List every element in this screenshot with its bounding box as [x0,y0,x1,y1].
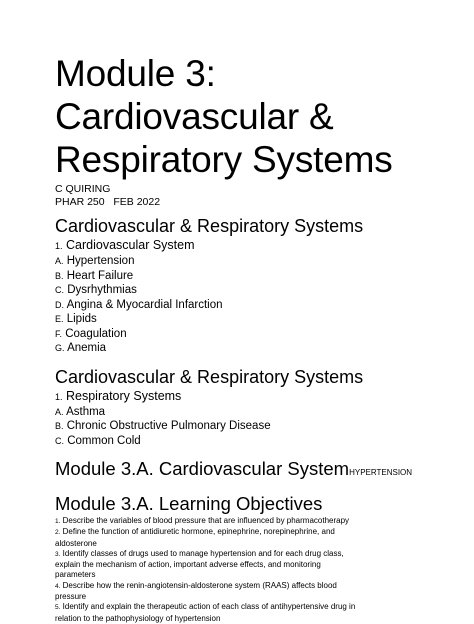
objective-item [55,581,460,603]
objective-text: parameters [55,570,96,580]
section-heading-respiratory: Cardiovascular & Respiratory Systems [55,366,364,387]
objective-text: Describe how the renin-angiotensin-aldosterone system (RAAS) affects blood [62,580,337,590]
list-item [55,298,460,313]
objective-line [55,527,460,538]
list-marker: 1. [55,391,63,402]
course-line: PHAR 250 FEB 2022 [55,196,161,208]
list-item [55,312,460,327]
objectives-heading: Module 3.A. Learning Objectives [55,493,323,514]
cardiovascular-topic-list [55,254,460,356]
list-marker: B. [55,270,64,281]
objective-text: pressure [55,592,87,602]
module-heading [55,458,460,484]
list-item-label: Dysrhythmias [67,284,137,296]
document-meta [55,183,460,209]
list-marker: C. [55,435,64,446]
list-item [55,419,460,434]
list-marker: 4. [55,582,61,590]
list-item-label: Lipids [66,313,97,325]
subsection-cardiovascular-system [55,237,460,254]
objective-line [55,516,460,527]
list-item [55,269,460,284]
list-marker: 3. [55,550,61,558]
list-marker: C. [55,285,64,295]
list-marker: 2. [55,529,61,537]
list-item-label: Coagulation [65,327,127,340]
title-line-1: Module 3: [55,53,216,94]
list-item [55,327,460,342]
list-marker: 5. [55,604,61,612]
list-marker: G. [55,343,65,353]
title-line-3: Respiratory Systems [55,139,393,180]
list-marker: 1. [55,241,63,251]
list-item-label: Angina & Myocardial Infarction [66,298,223,311]
subsection-respiratory-systems [55,388,460,405]
objective-text: Identify and explain the therapeutic action of each class of antihypertensive drug in [62,602,356,612]
list-item [55,405,460,420]
list-marker: E. [55,314,64,324]
document-page [55,52,460,624]
objective-text: relation to the pathophysiology of hypertension [55,613,221,623]
document-title [55,52,460,181]
section-heading-cardiovascular: Cardiovascular & Respiratory Systems [55,216,364,236]
objective-item [55,516,460,527]
objective-text: Identify classes of drugs used to manage hypertension and for each drug class, [62,548,344,558]
objective-line [55,592,460,602]
list-item-label: Chronic Obstructive Pulmonary Disease [66,420,271,432]
list-item-label: Hypertension [66,255,135,267]
module-heading-main: Module 3.A. Cardiovascular System [55,458,350,479]
list-item-label: Heart Failure [66,269,134,282]
objective-line [55,602,460,613]
list-marker: A. [55,256,64,266]
list-item [55,283,460,298]
objective-line [55,560,460,570]
objective-line [55,539,460,549]
list-marker: 1. [55,518,61,525]
objective-item [55,527,460,549]
learning-objectives-list [55,516,460,624]
list-marker: F. [55,328,63,339]
list-marker: A. [55,406,64,417]
subsection-label: Cardiovascular System [66,238,195,252]
objective-text: explain the mechanism of action, important adverse effects, and monitoring [55,560,321,570]
list-item [55,434,460,449]
module-heading-suffix: HYPERTENSION [349,468,413,477]
objective-line [55,570,460,580]
title-line-2: Cardiovascular & [55,96,334,137]
list-item-label: Common Cold [67,434,141,447]
list-item-label: Asthma [66,405,106,418]
respiratory-topic-list [55,405,460,449]
list-item [55,341,460,356]
subsection-label: Respiratory Systems [66,388,182,403]
author-line: C QUIRING [55,183,111,195]
list-marker: B. [55,421,64,431]
objective-item [55,549,460,581]
objective-line [55,614,460,624]
objective-line [55,549,460,560]
objective-line [55,581,460,592]
objective-text: Describe the variables of blood pressure that are influenced by pharmacotherapy [62,516,350,525]
objective-item [55,602,460,624]
objective-text: Define the function of antidiuretic hormone, epinephrine, norepinephrine, and [62,527,335,537]
objective-text: aldosterone [55,538,97,548]
list-item [55,254,460,269]
list-marker: D. [55,299,64,310]
list-item-label: Anemia [67,342,107,354]
